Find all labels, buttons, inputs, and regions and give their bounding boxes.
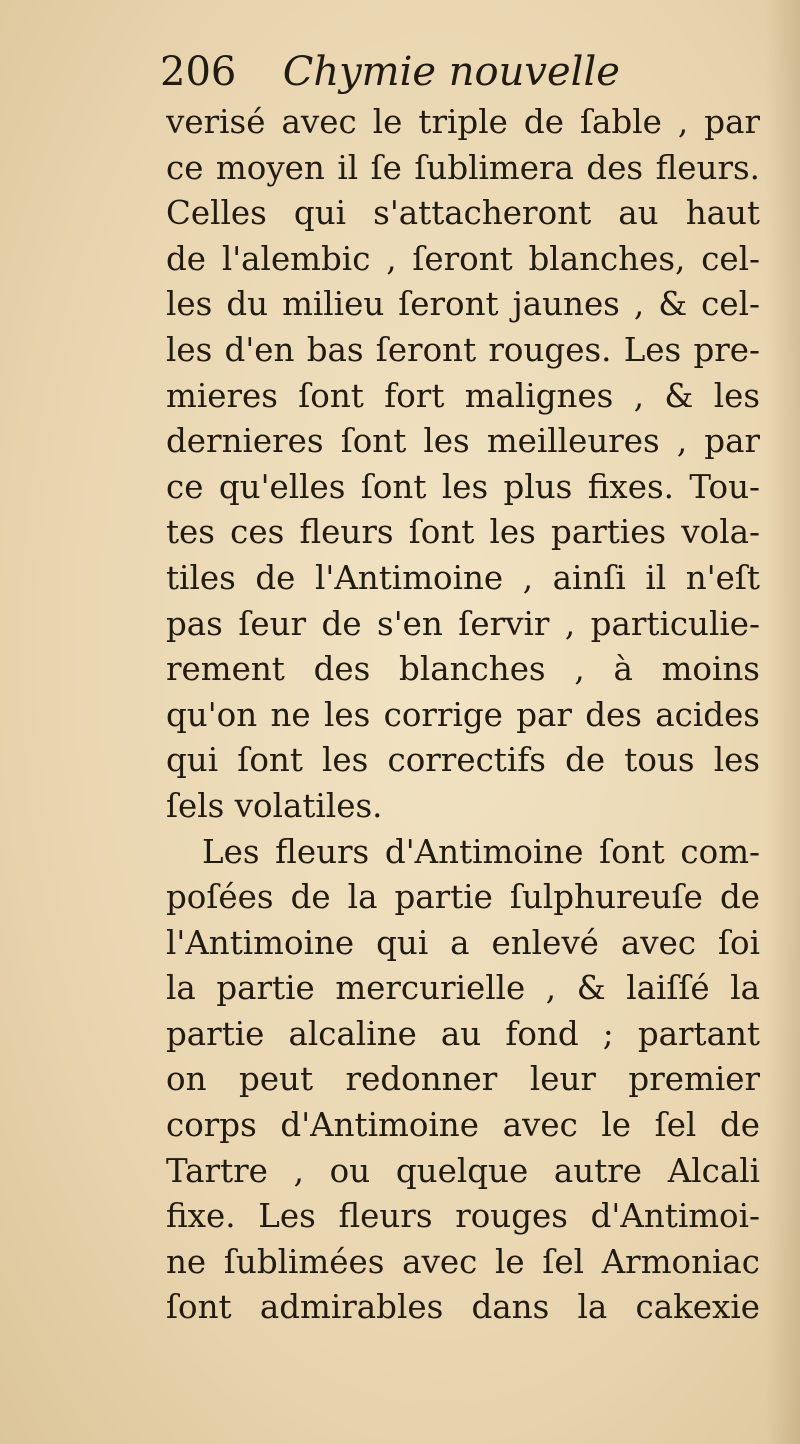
text-line: dernieres ſont les meilleures , par (166, 422, 760, 461)
text-line: on peut redonner leur premier (166, 1060, 760, 1099)
text-line: corps d'Antimoine avec le ſel de (166, 1106, 760, 1145)
text-line: poſées de la partie ſulphureuſe de (166, 878, 760, 917)
page-number: 206 (160, 49, 237, 95)
text-line: ſels volatiles. (166, 786, 383, 825)
text-line: verisé avec le triple de ſable , par (166, 103, 760, 141)
text-line: les du milieu ſeront jaunes , & cel- (166, 285, 760, 324)
paragraph-start-line: Les fleurs d'Antimoine ſont com- (202, 832, 760, 871)
text-line: qu'on ne les corrige par des acides (166, 695, 760, 734)
text-line: de l'alembic , ſeront blanches, cel- (166, 239, 760, 278)
text-line: fixe. Les fleurs rouges d'Antimoi- (166, 1197, 760, 1236)
page-header (160, 44, 760, 100)
text-line: pas ſeur de s'en ſervir , particulie- (166, 604, 760, 643)
text-line: l'Antimoine qui a enlevé avec ſoi (166, 923, 760, 962)
text-line: rement des blanches , à moins (166, 650, 760, 689)
text-line: tiles de l'Antimoine , ainſi il n'eſt (166, 558, 760, 597)
text-line: les d'en bas ſeront rouges. Les pre- (166, 330, 760, 369)
text-line: ce moyen il ſe ſublimera des fleurs. (166, 148, 760, 187)
text-line: ſont admirables dans la cakexie (166, 1288, 760, 1327)
text-line: partie alcaline au fond ; partant (166, 1014, 760, 1053)
text-line: ce qu'elles ſont les plus fixes. Tou- (166, 467, 760, 506)
text-line: la partie mercurielle , & laiſſé la (166, 969, 760, 1008)
page-edge-shadow (766, 0, 800, 1444)
text-line: mieres ſont fort malignes , & les (166, 376, 760, 415)
text-line: qui ſont les correctifs de tous les (166, 741, 760, 780)
text-line: ne ſublimées avec le ſel Armoniac (166, 1242, 760, 1281)
body-text (166, 100, 760, 1331)
text-line: tes ces fleurs ſont les parties vola- (166, 513, 760, 552)
running-title: Chymie nouvelle (282, 49, 620, 95)
text-line: Tartre , ou quelque autre Alcali (166, 1151, 760, 1190)
text-line: Celles qui s'attacheront au haut (166, 194, 760, 233)
